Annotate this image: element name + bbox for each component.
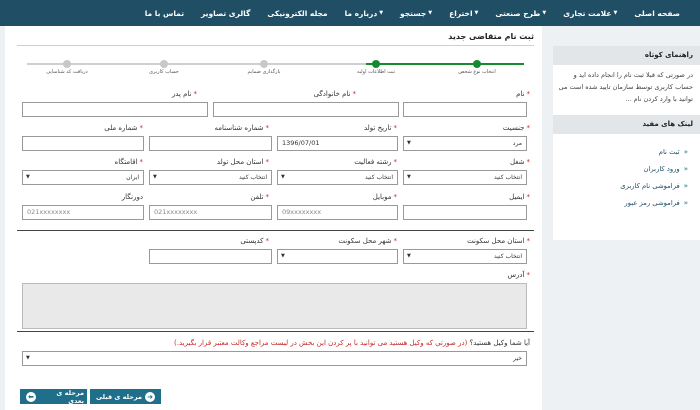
progress-stepper	[5, 56, 542, 76]
nationality-label: *اقامتگاه	[114, 158, 143, 166]
chevron-down-icon: ▼	[281, 253, 285, 259]
guide-box	[553, 46, 700, 121]
sidebar	[553, 26, 700, 410]
useful-links-box	[553, 115, 700, 240]
postal-code-field[interactable]	[149, 249, 272, 264]
double-chevron-left-icon: «	[683, 182, 688, 190]
national-code-label: *شماره ملی	[104, 124, 143, 132]
lawyer-question	[174, 339, 530, 347]
double-chevron-left-icon: «	[683, 165, 688, 173]
email-field[interactable]	[403, 205, 527, 220]
address-label: *آدرس	[507, 271, 530, 279]
nav-contact[interactable]: تماس با ما	[144, 8, 185, 18]
arrow-right-icon: ➜	[145, 392, 155, 402]
link-forgot-password[interactable]: «فراموشی رمز عبور	[624, 199, 688, 207]
father-name-field[interactable]	[22, 102, 208, 117]
first-name-label: *نام	[516, 90, 530, 98]
link-forgot-username[interactable]: «فراموشی نام کاربری	[620, 182, 688, 190]
activity-select[interactable]: انتخاب کنید ▼	[277, 170, 398, 185]
id-number-field[interactable]	[149, 136, 272, 151]
lawyer-select[interactable]: خیر ▼	[22, 351, 527, 366]
step-dot-5	[63, 60, 71, 68]
job-label: *شغل	[509, 158, 530, 166]
gender-select[interactable]: مرد ▼	[403, 136, 527, 151]
residence-province-label: *استان محل سکونت	[467, 237, 530, 245]
gender-label: *جنسیت	[502, 124, 530, 132]
step-label-2: ثبت اطلاعات اولیه	[356, 69, 396, 75]
section-divider-2	[17, 331, 534, 332]
lawyer-question-text: آیا شما وکیل هستید؟	[469, 339, 530, 347]
fax-label: دورنگار	[121, 193, 143, 201]
guide-text: در صورتی که قبلا ثبت نام را انجام داده اید و حساب کاربری توسط سازمان تایید شده است می توانید با وارد کردن نام ...	[558, 71, 693, 103]
registration-panel	[5, 26, 542, 410]
top-navigation	[0, 0, 700, 26]
last-name-label: *نام خانوادگی	[313, 90, 356, 98]
nav-gallery[interactable]: گالری تصاویر	[201, 8, 251, 18]
nav-patent[interactable]: ▼ اختراع	[449, 8, 479, 18]
nav-e-magazine[interactable]: مجله الکترونیکی	[267, 8, 328, 18]
residence-city-label: *شهر محل سکونت	[338, 237, 397, 245]
step-label-3: بازگذاری ضمایم	[247, 69, 281, 75]
residence-province-select[interactable]: انتخاب کنید ▼	[403, 249, 527, 264]
link-login[interactable]: «ورود کاربران	[643, 165, 688, 173]
fax-field[interactable]: 021xxxxxxxx	[22, 205, 144, 220]
next-step-button[interactable]: مرحله ی بعدی ⬅	[20, 389, 87, 404]
nationality-select[interactable]: ایران ▼	[22, 170, 144, 185]
step-dot-1	[473, 60, 481, 68]
step-dot-4	[160, 60, 168, 68]
chevron-down-icon: ▼	[153, 174, 157, 180]
arrow-left-icon: ⬅	[28, 392, 34, 401]
birth-province-label: *استان محل تولد	[216, 158, 269, 166]
step-label-4: حساب کاربری	[149, 69, 179, 75]
first-name-field[interactable]	[403, 102, 527, 117]
birth-date-field[interactable]: 1396/07/01	[277, 136, 398, 151]
phone-field[interactable]: 021xxxxxxxx	[149, 205, 272, 220]
address-textarea[interactable]	[22, 283, 527, 329]
email-label: *ایمیل	[509, 193, 530, 201]
nav-search[interactable]: ▼ جستجو	[400, 8, 433, 18]
national-code-field[interactable]	[22, 136, 144, 151]
chevron-down-icon: ▼	[428, 10, 433, 16]
chevron-down-icon: ▼	[542, 10, 547, 16]
double-chevron-left-icon: «	[683, 148, 688, 156]
step-label-1: انتخاب نوع شخص	[458, 69, 496, 75]
nav-about[interactable]: ▼ درباره ما	[344, 8, 384, 18]
postal-code-label: *کدپستی	[240, 237, 269, 245]
useful-links-title: لینک های مفید	[553, 115, 700, 134]
chevron-down-icon: ▼	[407, 174, 411, 180]
chevron-down-icon: ▼	[26, 174, 30, 180]
mobile-label: *موبایل	[372, 193, 397, 201]
activity-label: *رشته فعالیت	[354, 158, 397, 166]
phone-label: *تلفن	[250, 193, 269, 201]
double-chevron-left-icon: «	[683, 199, 688, 207]
last-name-field[interactable]	[213, 102, 399, 117]
step-dot-2	[372, 60, 380, 68]
chevron-down-icon: ▼	[407, 253, 411, 259]
nav-industrial-design[interactable]: ▼ طرح صنعتی	[495, 8, 547, 18]
page-title: ثبت نام متقاضی جدید	[448, 32, 534, 41]
link-register[interactable]: «ثبت نام	[658, 148, 688, 156]
chevron-down-icon: ▼	[407, 140, 411, 146]
chevron-down-icon: ▼	[281, 174, 285, 180]
step-label-5: دریافت کد شناسایی	[46, 69, 88, 75]
step-dot-3	[260, 60, 268, 68]
chevron-down-icon: ▼	[474, 10, 479, 16]
residence-city-select[interactable]	[277, 249, 398, 264]
birth-date-label: *تاریخ تولد	[363, 124, 397, 132]
job-select[interactable]: انتخاب کنید ▼	[403, 170, 527, 185]
lawyer-note: (در صورتی که وکیل هستید می توانید با پر کردن این بخش در لیست مراجع وکالت معتبر قرار بگیرید.)	[174, 339, 468, 347]
title-divider	[17, 45, 534, 46]
chevron-down-icon: ▼	[613, 10, 618, 16]
stepper-track-pending	[27, 63, 366, 65]
section-divider	[17, 230, 534, 231]
nav-trademark[interactable]: ▼ علامت تجاری	[563, 8, 618, 18]
mobile-field[interactable]: 09xxxxxxxx	[277, 205, 398, 220]
id-number-label: *شماره شناسنامه	[214, 124, 269, 132]
chevron-down-icon: ▼	[26, 355, 30, 361]
guide-title: راهنمای کوتاه	[553, 46, 700, 65]
stepper-track-done	[366, 63, 524, 65]
birth-province-select[interactable]: انتخاب کنید ▼	[149, 170, 272, 185]
prev-step-button[interactable]: ➜ مرحله ی قبلی	[90, 389, 161, 404]
nav-home[interactable]: صفحه اصلی	[634, 8, 680, 18]
chevron-down-icon: ▼	[379, 10, 384, 16]
father-name-label: *نام پدر	[171, 90, 197, 98]
